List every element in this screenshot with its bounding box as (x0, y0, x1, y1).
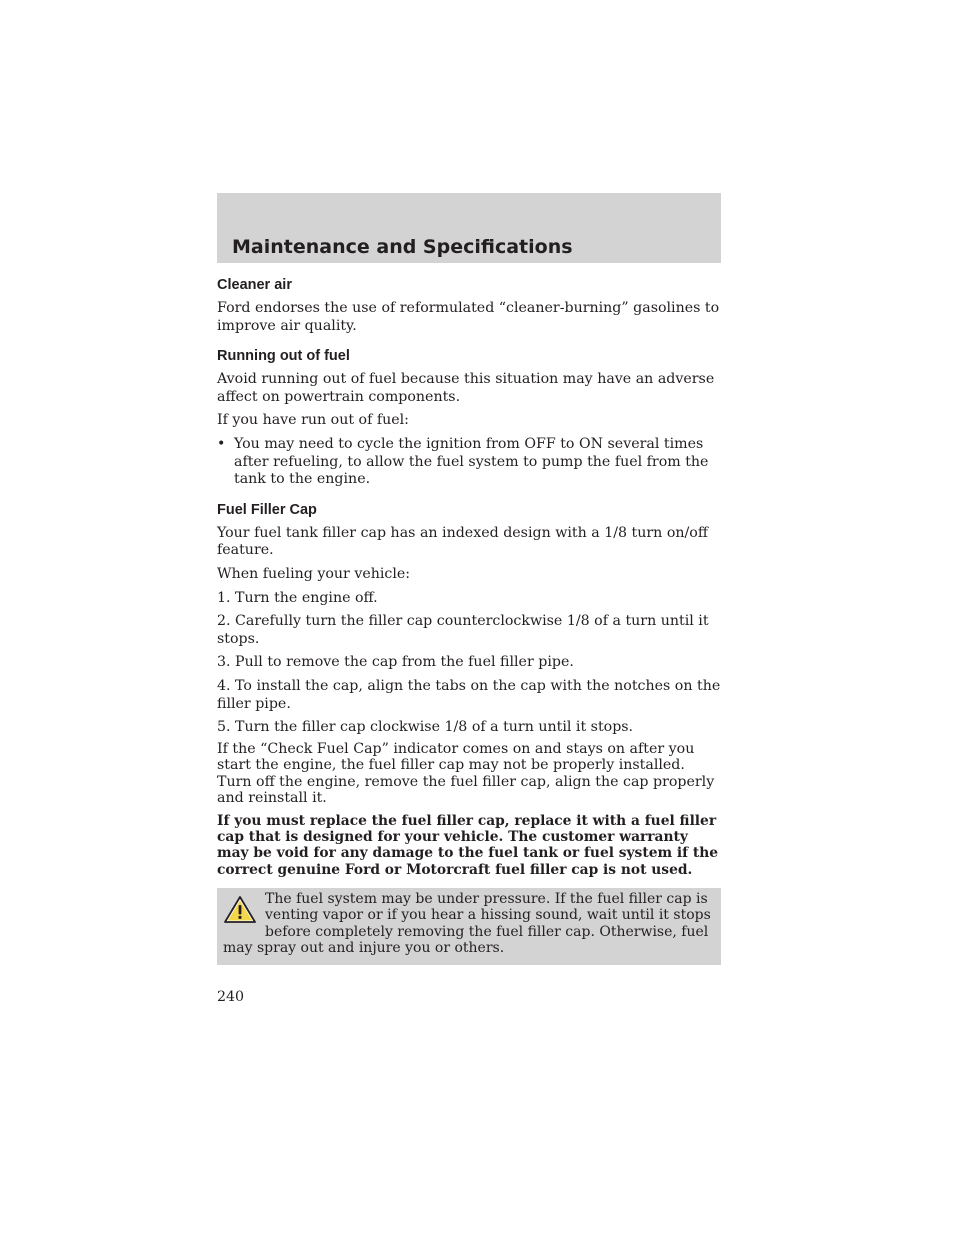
warranty-note: If you must replace the fuel filler cap, replace it with a fuel filler cap that is designed for your vehicle. The customer warranty may be void for any damage to the fuel tank or fuel system if the correct genuine Ford or Motorcraft fuel filler cap is not used. (217, 813, 719, 878)
list-item (217, 436, 721, 489)
heading-fuel-filler-cap: Fuel Filler Cap (217, 501, 317, 518)
manual-page (217, 193, 721, 1005)
heading-running-out-of-fuel: Running out of fuel (217, 348, 350, 365)
cleaner-air-text: Ford endorses the use of reformulated “cleaner-burning” gasolines to improve air quality. (217, 300, 720, 334)
check-fuel-cap-note: If the “Check Fuel Cap” indicator comes on and stays on after you start the engine, the fuel filler cap may not be properly installed. Turn off the engine, remove the fuel filler cap, align the cap properly and reinstall it. (217, 740, 715, 807)
fueling-intro: When fueling your vehicle: (217, 565, 411, 582)
running-out-text: Avoid running out of fuel because this situation may have an adverse affect on powertrain components. (217, 371, 715, 405)
fuel-filler-cap-text: Your fuel tank filler cap has an indexed design with a 1/8 turn on/off feature. (217, 524, 708, 559)
step-4: 4. To install the cap, align the tabs on the cap with the notches on the filler pipe. (217, 677, 721, 712)
step-3: 3. Pull to remove the cap from the fuel filler pipe. (217, 654, 574, 671)
step-5: 5. Turn the filler cap clockwise 1/8 of a turn until it stops. (217, 719, 634, 736)
bullet-text: You may need to cycle the ignition from OFF to ON several times after refueling, to allow the fuel system to pump the fuel from the tank to the engine. (234, 435, 709, 488)
heading-cleaner-air: Cleaner air (217, 277, 292, 293)
step-2: 2. Carefully turn the filler cap counterclockwise 1/8 of a turn until it stops. (217, 613, 709, 647)
bullet-marker: • (217, 435, 226, 452)
running-out-intro: If you have run out of fuel: (217, 412, 409, 429)
warning-box (217, 888, 721, 965)
step-1: 1. Turn the engine off. (217, 589, 378, 606)
page-number: 240 (217, 988, 245, 1005)
warning-text: The fuel system may be under pressure. If the fuel filler cap is venting vapor or if you hear a hissing sound, wait until it stops before completely removing the fuel filler cap. Otherwise, fuel may spray out and injure you or others. (223, 890, 711, 957)
warning-triangle-icon (223, 895, 257, 925)
section-header-band (217, 193, 721, 263)
page-title: Maintenance and Specifications (232, 236, 573, 258)
